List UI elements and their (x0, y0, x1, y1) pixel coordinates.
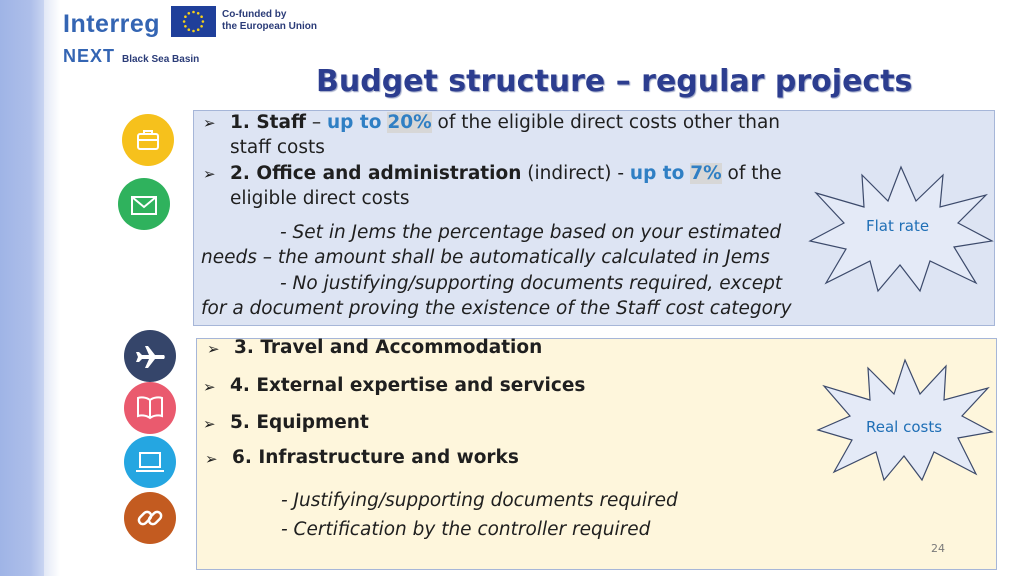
side-decoration-bar (0, 0, 44, 576)
infrastructure-item: 6. Infrastructure and works (232, 447, 519, 468)
interreg-logo: Interreg (63, 10, 161, 38)
flat-rate-badge: Flat rate (866, 217, 930, 235)
jems-note-line2: needs – the amount shall be automatically calculated in Jems (201, 247, 770, 268)
jems-note-line1: - Set in Jems the percentage based on your estimated (280, 222, 782, 243)
book-icon (124, 382, 176, 434)
office-admin-percentage: 7% (690, 163, 722, 184)
airplane-icon (124, 330, 176, 382)
staff-upto: up to (327, 112, 382, 133)
bullet-arrow-icon: ➢ (203, 415, 216, 433)
side-decoration-gradient (44, 0, 60, 576)
envelope-icon (118, 178, 170, 230)
staff-dash: – (311, 112, 322, 133)
cofunded-label: Co-funded by the European Union (222, 9, 317, 32)
staff-description: of the eligible direct costs other than (437, 112, 781, 133)
external-expertise-item: 4. External expertise and services (230, 375, 586, 396)
certification-required-note: - Certification by the controller required (281, 519, 651, 540)
next-logo: NEXT (63, 46, 116, 66)
office-admin-indirect: (indirect) - (527, 163, 625, 184)
office-admin-label: 2. Office and administration (230, 163, 522, 184)
staff-percentage: 20% (387, 112, 432, 133)
page-title: Budget structure – regular projects (316, 64, 913, 99)
real-costs-badge: Real costs (866, 418, 943, 436)
eu-flag-icon (171, 6, 216, 37)
equipment-item: 5. Equipment (230, 412, 369, 433)
documents-required-note: - Justifying/supporting documents required (281, 490, 678, 511)
bullet-arrow-icon: ➢ (205, 450, 218, 468)
office-admin-upto: up to (629, 163, 685, 184)
staff-label: 1. Staff (230, 112, 306, 133)
staff-icon (122, 114, 174, 166)
page-number: 24 (931, 542, 945, 555)
region-label: Black Sea Basin (122, 54, 200, 65)
staff-item (230, 112, 780, 133)
office-admin-description: of the (727, 163, 782, 184)
bullet-arrow-icon: ➢ (203, 165, 216, 183)
travel-item: 3. Travel and Accommodation (234, 337, 543, 358)
documents-note-line1: - No justifying/supporting documents required, except (280, 273, 783, 294)
documents-note-line2: for a document proving the existence of the Staff cost category (201, 298, 792, 319)
laptop-icon (124, 436, 176, 488)
bullet-arrow-icon: ➢ (203, 114, 216, 132)
staff-description-line2: staff costs (230, 137, 325, 158)
bullet-arrow-icon: ➢ (203, 378, 216, 396)
office-admin-item (230, 163, 782, 184)
bullet-arrow-icon: ➢ (207, 340, 220, 358)
office-admin-description-line2: eligible direct costs (230, 188, 410, 209)
chain-link-icon (124, 492, 176, 544)
